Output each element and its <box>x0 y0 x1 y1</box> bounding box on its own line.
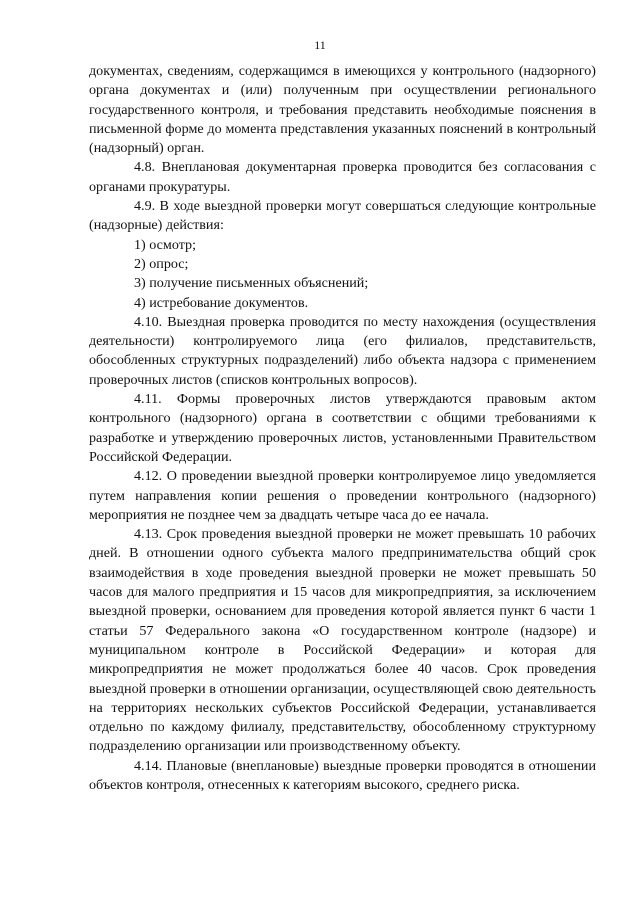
page-number: 11 <box>314 38 326 52</box>
list-item-2: 2) опрос; <box>134 255 189 272</box>
document-body <box>89 62 596 795</box>
list-item-1: 1) осмотр; <box>134 236 196 253</box>
paragraph-4-8: 4.8. Внеплановая документарная проверка проводится без согласования с органами прокуратуры. <box>89 159 596 195</box>
paragraph-continuation: документах, сведениям, содержащимся в имеющихся у контрольного (надзорного) органа документах и (или) полученным при осуществлении регионального государственного контроля, и требования представить необходимые пояснения в письменной форме до момента представления указанных пояснений в контрольный (надзорный) орган. <box>89 63 596 157</box>
paragraph-4-12: 4.12. О проведении выездной проверки контролируемое лицо уведомляется путем направления копии решения о проведении контрольного (надзорного) мероприятия не позднее чем за двадцать четыре часа до ее начала. <box>89 468 596 523</box>
paragraph-4-13: 4.13. Срок проведения выездной проверки не может превышать 10 рабочих дней. В отношении одного субъекта малого предпринимательства общий срок взаимодействия в ходе проведения выездной проверки не может превышать 50 часов для малого предприятия и 15 часов для микропредприятия, за исключением выездной проверки, основанием для проведения которой является пункт 6 части 1 статьи 57 Федерального закона «О государственном контроле (надзоре) и муниципальном контроле в Российской Федерации» и которая для микропредприятия не может продолжаться более 40 часов. Срок проведения выездной проверки в отношении организации, осуществляющей свою деятельность на территориях нескольких субъектов Российской Федерации, устанавливается отдельно по каждому филиалу, представительству, обособленному структурному подразделению организации или производственному объекту. <box>89 526 596 755</box>
paragraph-4-10: 4.10. Выездная проверка проводится по месту нахождения (осуществления деятельности) контролируемого лица (его филиалов, представительств, обособленных структурных подразделений) либо объекта надзора с применением проверочных листов (списков контрольных вопросов). <box>89 313 596 388</box>
paragraph-4-9: 4.9. В ходе выездной проверки могут совершаться следующие контрольные (надзорные) действия: <box>89 198 596 234</box>
list-item-3: 3) получение письменных объяснений; <box>134 275 369 292</box>
list-item-4: 4) истребование документов. <box>134 294 309 311</box>
paragraph-4-11: 4.11. Формы проверочных листов утверждаются правовым актом контрольного (надзорного) органа в соответствии с общими требованиями к разработке и утверждению проверочных листов, установленными Правительством Российской Федерации. <box>89 391 596 465</box>
paragraph-4-14: 4.14. Плановые (внеплановые) выездные проверки проводятся в отношении объектов контроля, отнесенных к категориям высокого, среднего риска. <box>89 757 596 793</box>
